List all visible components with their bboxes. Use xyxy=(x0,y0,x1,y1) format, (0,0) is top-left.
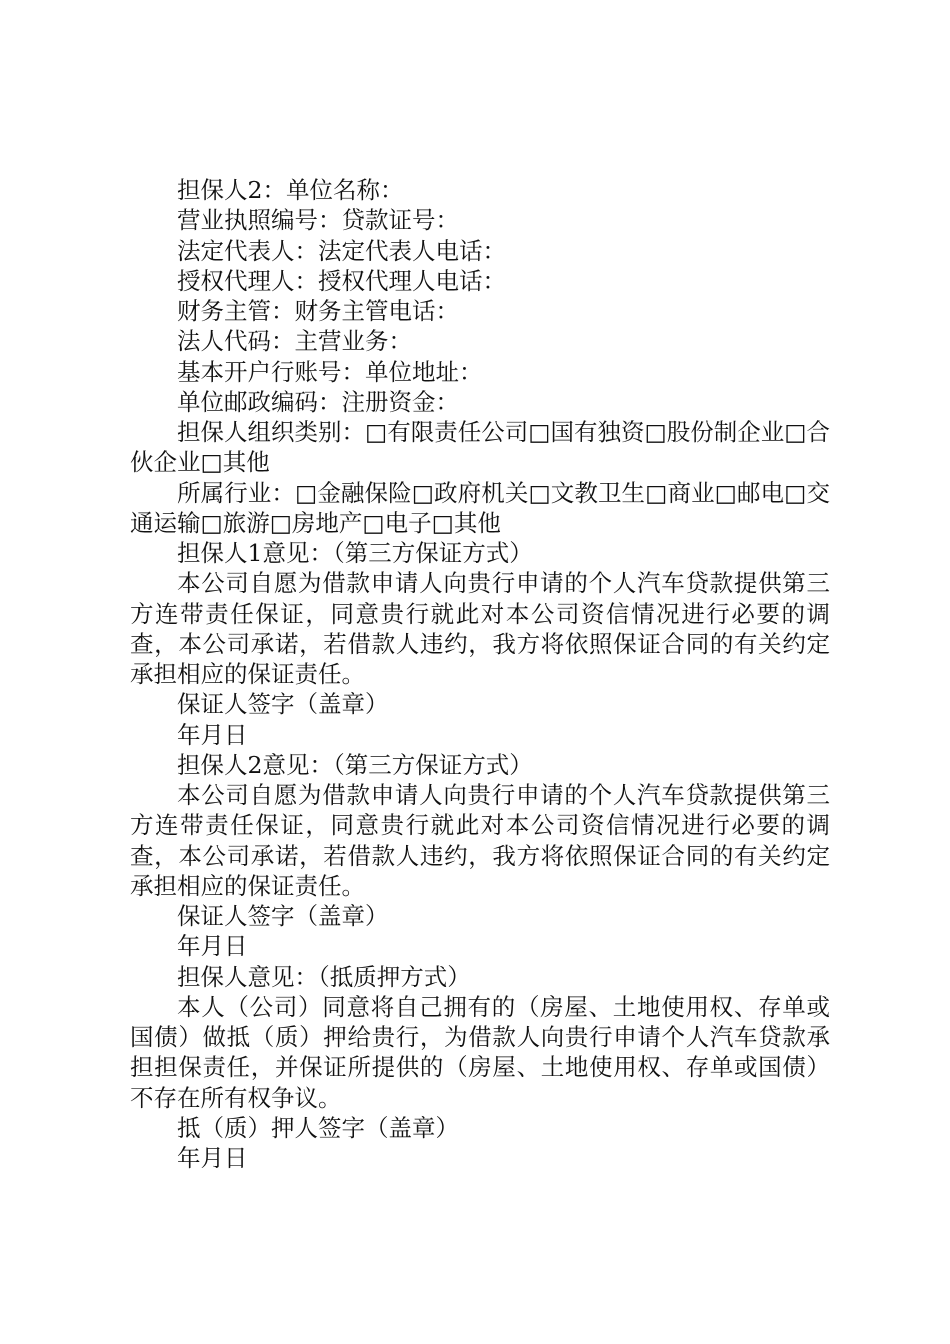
mortgage-opinion-text: 本人（公司）同意将自己拥有的（房屋、土地使用权、存单或国债）做抵（质）押给贵行，为借款人向贵行申请个人汽车贷款承担担保责任，并保证所提供的（房屋、土地使用权、存单或国债）不存在所有权争议。 xyxy=(130,992,830,1112)
finance-manager-line: 财务主管：财务主管电话： xyxy=(177,297,459,325)
mortgagor-date-line: 年月日 xyxy=(177,1144,248,1172)
mortgagor-signature-line: 抵（质）押人签字（盖章） xyxy=(177,1113,459,1142)
business-license-loan-card-line: 营业执照编号：贷款证号： xyxy=(177,206,459,235)
guarantor1-opinion-text: 本公司自愿为借款申请人向贵行申请的个人汽车贷款提供第三方连带责任保证，同意贵行就此对本公司资信情况进行必要的调查，本公司承诺，若借款人违约，我方将依照保证合同的有关约定承担相应的保证责任。 xyxy=(130,569,830,688)
guarantor1-date-line: 年月日 xyxy=(177,720,248,749)
legal-code-main-business-line: 法人代码：主营业务： xyxy=(177,327,412,356)
guarantor2-signature-line: 保证人签字（盖章） xyxy=(177,902,389,930)
legal-representative-line: 法定代表人：法定代表人电话： xyxy=(177,236,506,265)
guarantor2-unit-name-line: 担保人2：单位名称： xyxy=(177,176,404,204)
postal-code-capital-line: 单位邮政编码：注册资金： xyxy=(177,387,459,416)
guarantor1-signature-line: 保证人签字（盖章） xyxy=(177,690,389,719)
bank-account-address-line: 基本开户行账号：单位地址： xyxy=(177,357,483,386)
authorized-agent-line: 授权代理人：授权代理人电话： xyxy=(177,266,506,295)
industry-options: 所属行业：□金融保险□政府机关□文教卫生□商业□邮电□交通运输□旅游□房地产□电子□其他 xyxy=(130,478,830,537)
mortgage-opinion-heading: 担保人意见：（抵质押方式） xyxy=(177,962,471,991)
organization-type-options: 担保人组织类别：□有限责任公司□国有独资□股份制企业□合伙企业□其他 xyxy=(130,418,830,477)
guarantor2-date-line: 年月日 xyxy=(177,932,248,961)
document-body xyxy=(130,175,830,1173)
guarantor2-opinion-heading: 担保人2意见：（第三方保证方式） xyxy=(177,750,533,779)
guarantor2-opinion-text: 本公司自愿为借款申请人向贵行申请的个人汽车贷款提供第三方连带责任保证，同意贵行就此对本公司资信情况进行必要的调查，本公司承诺，若借款人违约，我方将依照保证合同的有关约定承担相应的保证责任。 xyxy=(130,781,830,900)
guarantor1-opinion-heading: 担保人1意见：（第三方保证方式） xyxy=(177,539,533,567)
